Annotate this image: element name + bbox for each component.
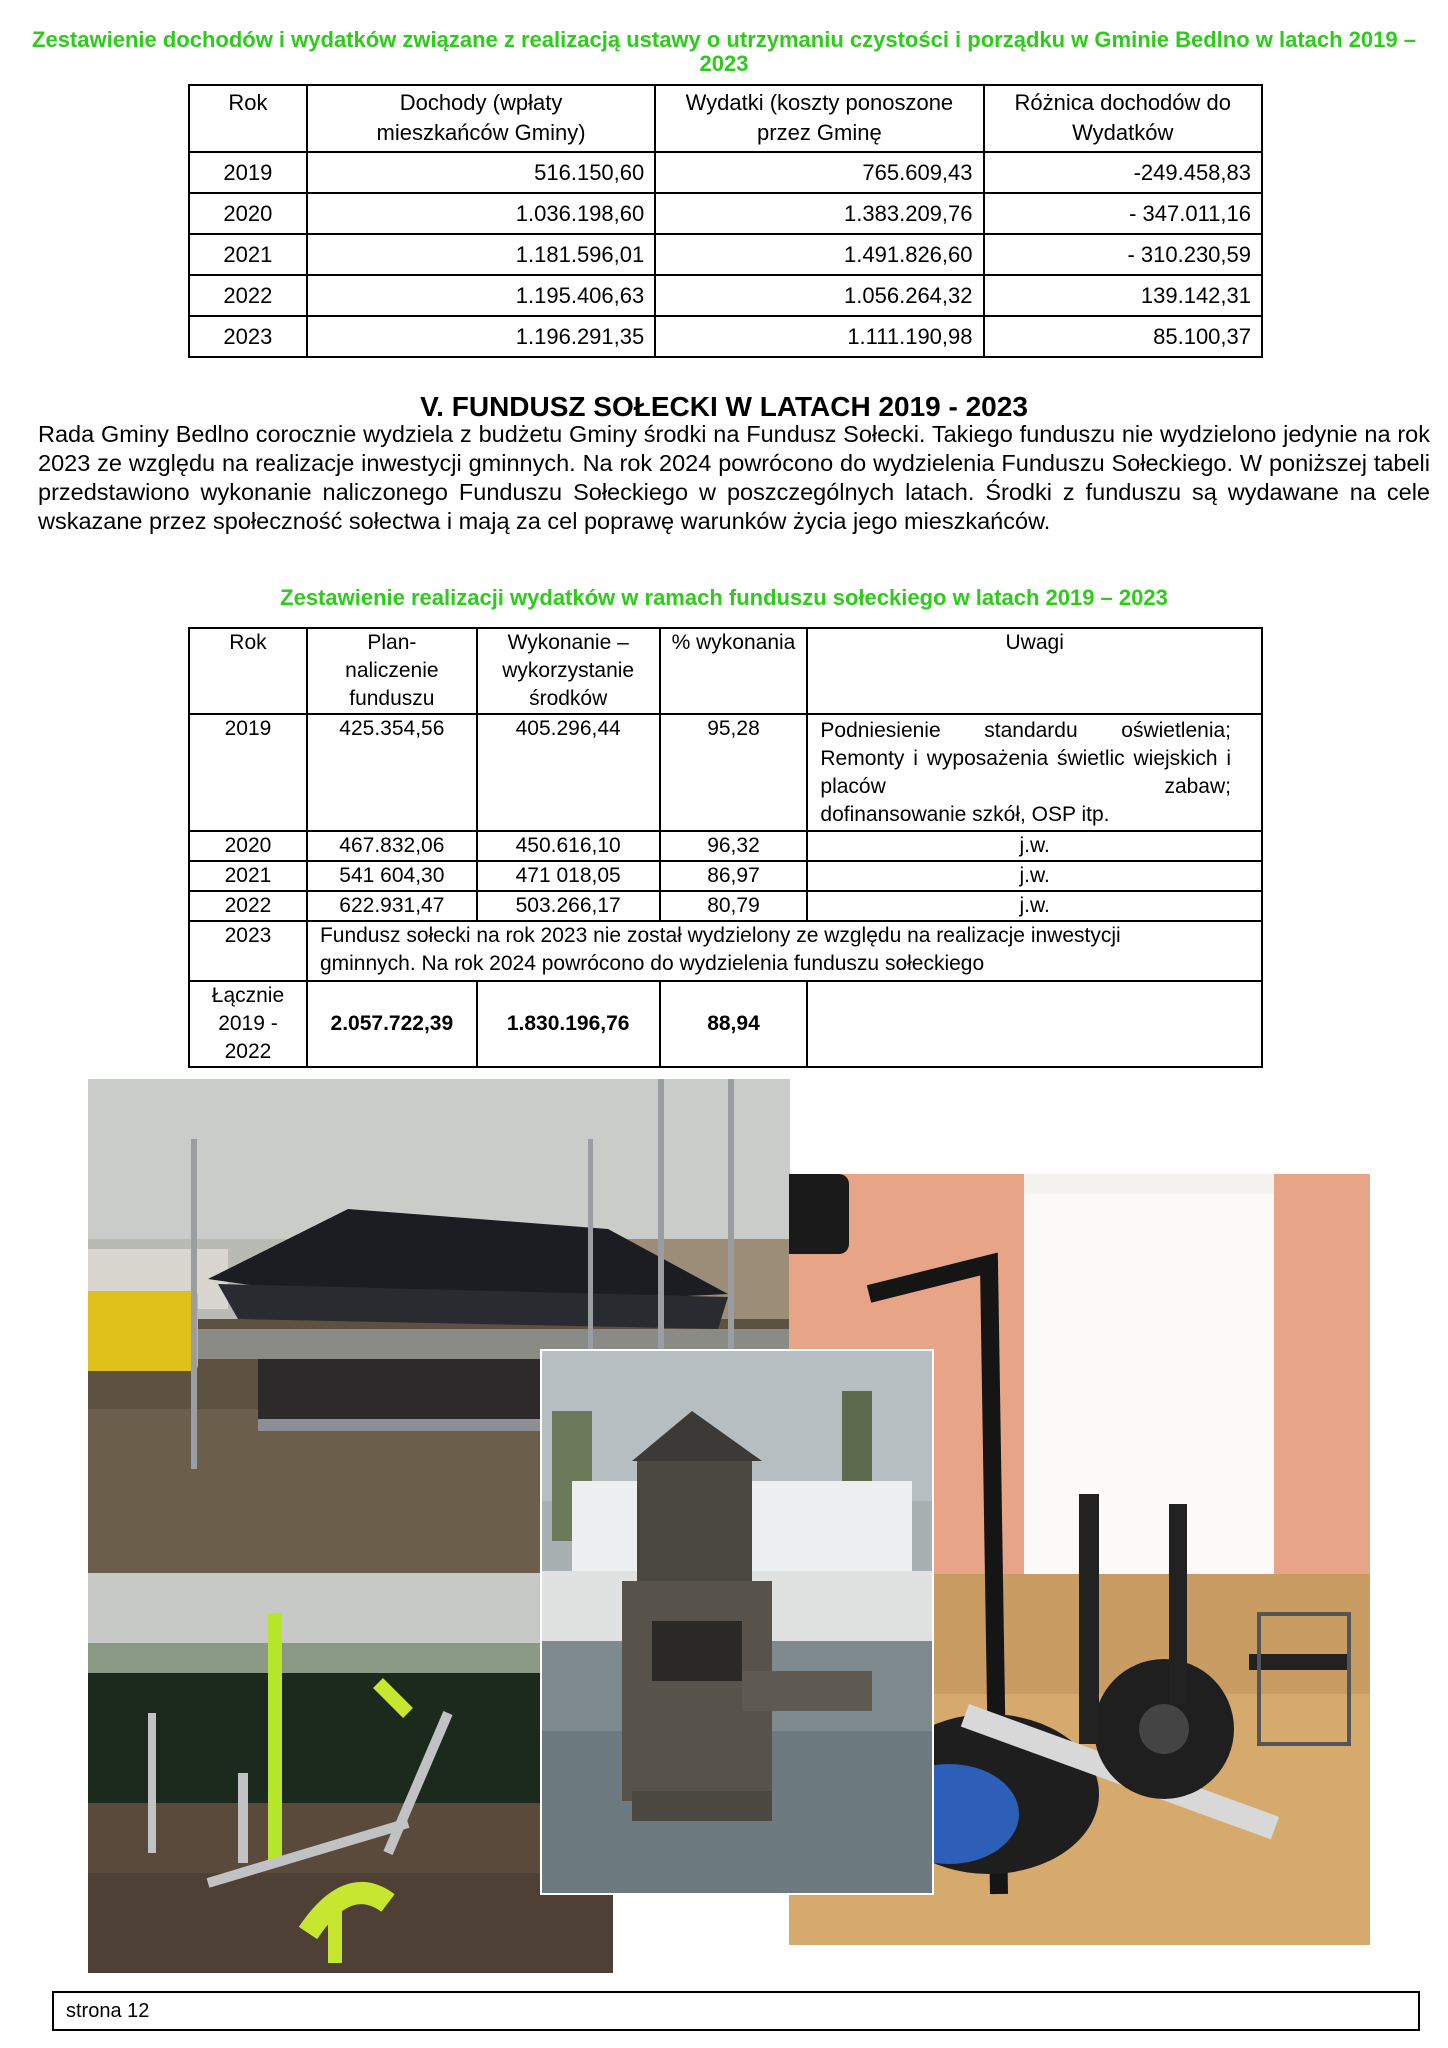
page-footer — [52, 1991, 1420, 2031]
section-heading: V. FUNDUSZ SOŁECKI W LATACH 2019 - 2023 — [420, 391, 1028, 422]
cell-income: 1.195.406,63 — [307, 275, 655, 316]
grill-photo — [540, 1349, 934, 1895]
cell-difference: 139.142,31 — [984, 275, 1262, 316]
cell-execution: 450.616,10 — [477, 831, 660, 861]
cell-plan: 541 604,30 — [307, 861, 477, 891]
cell-year: 2020 — [189, 193, 307, 234]
table-header-row — [189, 628, 1262, 714]
cell-notes: j.w. — [807, 861, 1262, 891]
cell-expense: 1.056.264,32 — [655, 275, 983, 316]
header-percent: % wykonania — [660, 628, 808, 714]
cell-plan: 467.832,06 — [307, 831, 477, 861]
page-number: strona 12 — [66, 2000, 150, 2022]
cell-execution: 503.266,17 — [477, 891, 660, 921]
cell-plan: 622.931,47 — [307, 891, 477, 921]
cell-percent: 80,79 — [660, 891, 808, 921]
cell-expense: 1.383.209,76 — [655, 193, 983, 234]
table2-title: Zestawienie realizacji wydatków w ramach funduszu sołeckiego w latach 2019 – 2023 — [280, 585, 1168, 610]
notes-text-last-line: dofinansowanie szkół, OSP itp. — [820, 803, 1110, 826]
cell-expense: 1.111.190,98 — [655, 316, 983, 357]
header-rok: Rok — [189, 628, 307, 714]
cell-total-percent: 88,94 — [660, 981, 808, 1067]
table1-title: Zestawienie dochodów i wydatków związane z realizacją ustawy o utrzymaniu czystości i porządku w Gminie Bedlno w latach 2019 – 2023 — [32, 27, 1416, 76]
cell-total-plan: 2.057.722,39 — [307, 981, 477, 1067]
cell-year: 2019 — [189, 714, 307, 831]
cell-notes: j.w. — [807, 891, 1262, 921]
section-paragraph: Rada Gminy Bedlno corocznie wydziela z budżetu Gminy środki na Fundusz Sołecki. Takiego funduszu nie wydzielono jedynie na rok 2023 ze względu na realizacje inwestycji gminnych. Na rok 2024 powrócono do wydzielenia Funduszu Sołeckiego. W poniższej tabeli przedstawiono wykonanie naliczonego Funduszu Sołeckiego w poszczególnych latach. Środki z funduszu są wydawane na cele wskazane przez społeczność sołectwa i mają za cel poprawę warunków życia jego mieszkańców. — [38, 421, 1430, 534]
cell-year: 2022 — [189, 891, 307, 921]
cell-percent: 95,28 — [660, 714, 808, 831]
header-wydatki: Wydatki (koszty ponoszone przez Gminę — [655, 85, 983, 152]
cell-income: 1.196.291,35 — [307, 316, 655, 357]
cell-year: 2023 — [189, 921, 307, 981]
cell-total-label: Łącznie 2019 - 2022 — [189, 981, 307, 1067]
cell-difference: -249.458,83 — [984, 152, 1262, 193]
cell-difference: - 347.011,16 — [984, 193, 1262, 234]
header-rok: Rok — [189, 85, 307, 152]
cell-2023-note: Fundusz sołecki na rok 2023 nie został wydzielony ze względu na realizacje inwestycji gminnych. Na rok 2024 powrócono do wydzielenia funduszu sołeckiego — [307, 921, 1262, 981]
outdoor-gym-photo — [88, 1573, 613, 1973]
cell-percent: 86,97 — [660, 861, 808, 891]
table-row — [189, 152, 1262, 193]
cell-expense: 1.491.826,60 — [655, 234, 983, 275]
cell-year: 2021 — [189, 234, 307, 275]
table-row — [189, 831, 1262, 861]
cell-total-execution: 1.830.196,76 — [477, 981, 660, 1067]
table-row-total — [189, 981, 1262, 1067]
cell-income: 1.036.198,60 — [307, 193, 655, 234]
cell-notes: j.w. — [807, 831, 1262, 861]
cell-income: 1.181.596,01 — [307, 234, 655, 275]
header-wykonanie: Wykonanie – wykorzystanie środków — [477, 628, 660, 714]
cell-notes — [807, 714, 1262, 831]
cell-difference: - 310.230,59 — [984, 234, 1262, 275]
cell-year: 2020 — [189, 831, 307, 861]
cell-execution: 471 018,05 — [477, 861, 660, 891]
cell-total-notes — [807, 981, 1262, 1067]
table-row — [189, 891, 1262, 921]
cell-year: 2023 — [189, 316, 307, 357]
village-fund-table — [188, 627, 1263, 1068]
header-roznica: Różnica dochodów do Wydatków — [984, 85, 1262, 152]
table-row — [189, 234, 1262, 275]
cell-plan: 425.354,56 — [307, 714, 477, 831]
cell-income: 516.150,60 — [307, 152, 655, 193]
table-row — [189, 861, 1262, 891]
header-plan: Plan- naliczenie funduszu — [307, 628, 477, 714]
income-expense-table — [188, 84, 1263, 358]
table-row — [189, 316, 1262, 357]
cell-year: 2022 — [189, 275, 307, 316]
table-row — [189, 714, 1262, 831]
table-row — [189, 193, 1262, 234]
header-dochody: Dochody (wpłaty mieszkańców Gminy) — [307, 85, 655, 152]
cell-year: 2019 — [189, 152, 307, 193]
table-row-2023 — [189, 921, 1262, 981]
cell-year: 2021 — [189, 861, 307, 891]
notes-text: Podniesienie standardu oświetlenia; Remonty i wyposażenia świetlic wiejskich i placów zabaw; — [820, 719, 1231, 798]
cell-expense: 765.609,43 — [655, 152, 983, 193]
header-uwagi: Uwagi — [807, 628, 1262, 714]
cell-difference: 85.100,37 — [984, 316, 1262, 357]
cell-execution: 405.296,44 — [477, 714, 660, 831]
cell-percent: 96,32 — [660, 831, 808, 861]
table-header-row — [189, 85, 1262, 152]
table-row — [189, 275, 1262, 316]
